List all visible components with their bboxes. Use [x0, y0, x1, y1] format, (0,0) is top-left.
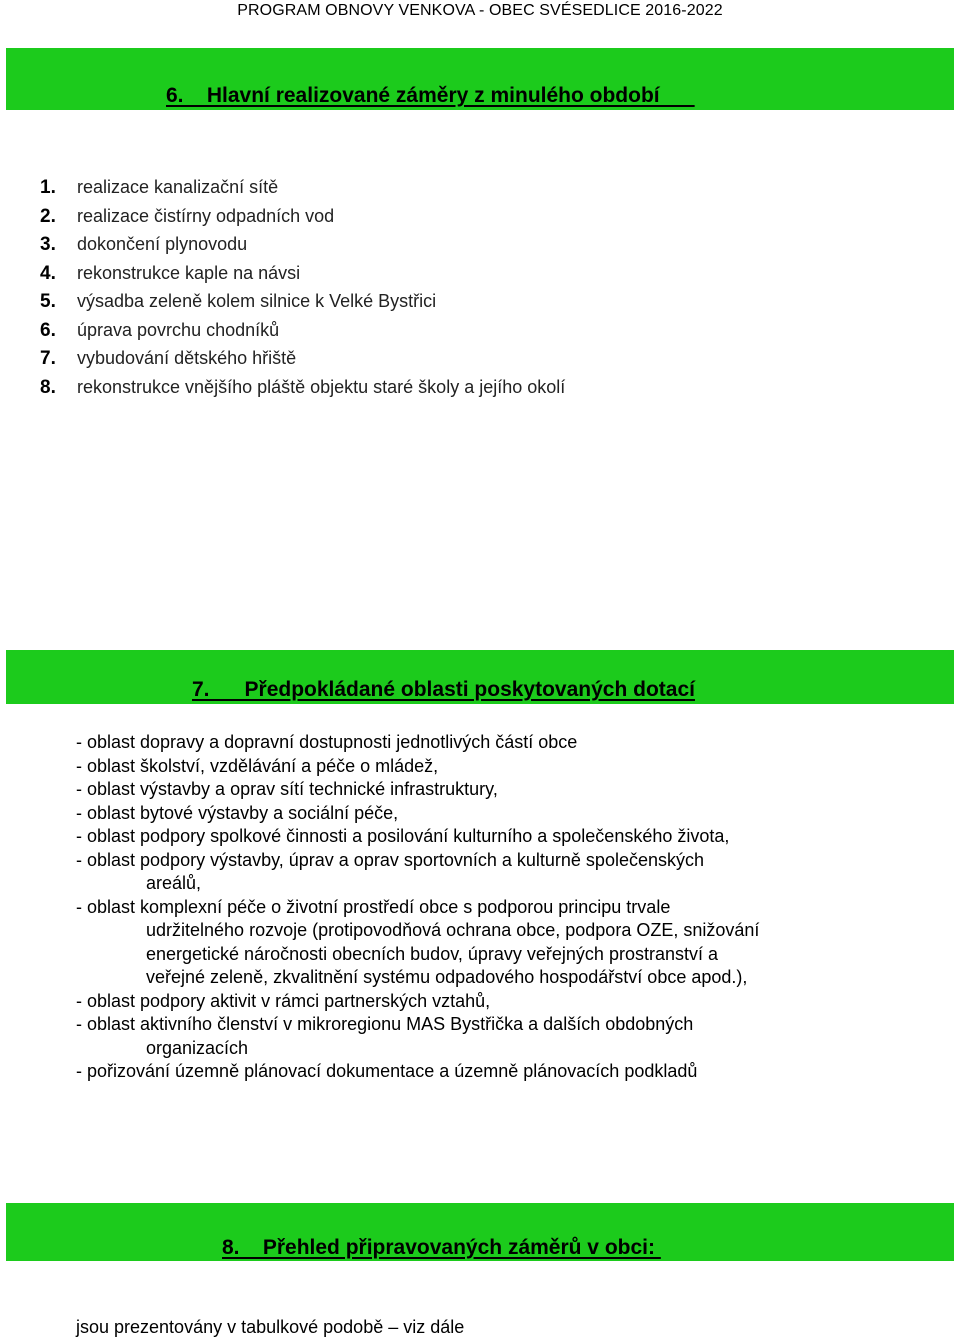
list-item	[40, 206, 565, 235]
section-8-note: jsou prezentovány v tabulkové podobě – viz dále	[76, 1317, 465, 1337]
list-item	[40, 320, 565, 349]
list-item-number: 6.	[40, 319, 56, 341]
list-item: - oblast podpory aktivit v rámci partnerských vztahů,	[76, 990, 491, 1011]
section-6-heading: 6. Hlavní realizované záměry z minulého období	[166, 84, 695, 107]
list-item	[40, 234, 565, 263]
list-item-continuation: udržitelného rozvoje (protipovodňová ochrana obce, podpora OZE, snižování	[146, 920, 760, 940]
list-item-number: 5.	[40, 291, 56, 312]
list-item	[40, 177, 565, 206]
section-8-heading: 8. Přehled připravovaných záměrů v obci:	[222, 1236, 661, 1259]
list-item-number: 7.	[40, 348, 56, 369]
list-item: - pořizování územně plánovací dokumentace a územně plánovacích podkladů	[76, 1061, 698, 1081]
list-item: - oblast aktivního členství v mikroregionu MAS Bystřička a dalších obdobných	[76, 1014, 694, 1034]
section-7-heading: 7. Předpokládané oblasti poskytovaných dotací	[192, 678, 695, 701]
list-item-text: rekonstrukce kaple na návsi	[77, 262, 301, 283]
list-item	[40, 263, 565, 292]
list-item	[40, 348, 565, 377]
list-item-text: výsadba zeleně kolem silnice k Velké Bystřici	[77, 291, 437, 311]
list-item-continuation: veřejné zeleně, zkvalitnění systému odpadového hospodářství obce apod.),	[146, 967, 748, 987]
list-item	[40, 291, 565, 320]
list-item: - oblast výstavby a oprav sítí technické infrastruktury,	[76, 779, 498, 799]
subsidy-areas-list	[76, 731, 936, 1084]
list-item: - oblast podpory výstavby, úprav a oprav sportovních a kulturně společenských	[76, 849, 704, 870]
list-item-number: 4.	[40, 262, 56, 284]
list-item: - oblast školství, vzdělávání a péče o mládež,	[76, 755, 439, 776]
list-item-number: 1.	[40, 177, 56, 198]
list-item	[40, 377, 565, 406]
list-item-number: 8.	[40, 376, 56, 398]
list-item: - oblast bytové výstavby a sociální péče,	[76, 802, 399, 823]
list-item-text: vybudování dětského hřiště	[77, 348, 297, 368]
list-item-number: 3.	[40, 234, 56, 255]
list-item-text: úprava povrchu chodníků	[77, 319, 280, 340]
list-item-continuation: organizacích	[146, 1037, 249, 1058]
list-item-text: realizace kanalizační sítě	[77, 177, 279, 197]
page-header-title: PROGRAM OBNOVY VENKOVA - OBEC SVÉSEDLICE 2016-2022	[237, 2, 723, 19]
list-item-number: 2.	[40, 205, 56, 227]
list-item-continuation: energetické náročnosti obecních budov, úpravy veřejných prostranství a	[146, 943, 718, 964]
achievements-list	[40, 177, 565, 405]
list-item-continuation: areálů,	[146, 873, 202, 893]
list-item-text: dokončení plynovodu	[77, 234, 248, 254]
list-item-text: rekonstrukce vnějšího pláště objektu staré školy a jejího okolí	[77, 376, 566, 397]
list-item-text: realizace čistírny odpadních vod	[77, 205, 335, 226]
list-item: - oblast dopravy a dopravní dostupnosti jednotlivých částí obce	[76, 732, 578, 752]
list-item: - oblast podpory spolkové činnosti a posilování kulturního a společenského života,	[76, 826, 730, 846]
list-item: - oblast komplexní péče o životní prostředí obce s podporou principu trvale	[76, 896, 671, 917]
